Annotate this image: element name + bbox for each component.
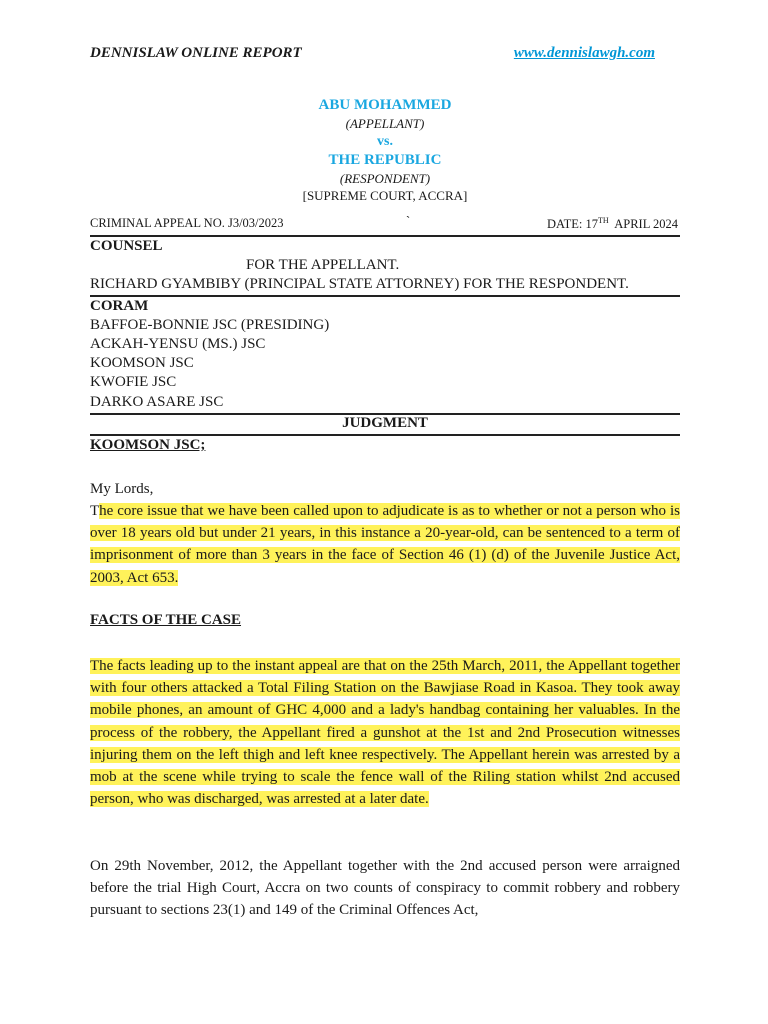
divider bbox=[90, 235, 680, 237]
coram-judge: DARKO ASARE JSC bbox=[90, 394, 224, 410]
core-issue-paragraph: The core issue that we have been called upon to adjudicate is as to whether or not a person who is over 18 years old but under 21 years, in this instance a 20-year-old, can be sentenced to a term of imprisonment of more than 3 years in the face of Section 46 (1) (d) of the Juvenile Justice Act, 2003, Act 653. bbox=[90, 503, 680, 586]
judgment-title: JUDGMENT bbox=[342, 415, 428, 431]
coram-judge: BAFFOE-BONNIE JSC (PRESIDING) bbox=[90, 317, 330, 333]
stray-mark: ` bbox=[406, 214, 411, 228]
facts-paragraph bbox=[90, 655, 680, 810]
website-link[interactable]: www.dennislawgh.com bbox=[513, 45, 655, 61]
appellant-name: ABU MOHAMMED bbox=[318, 97, 452, 113]
counsel-respondent: RICHARD GYAMBIBY (PRINCIPAL STATE ATTORNEY) FOR THE RESPONDENT. bbox=[90, 276, 629, 292]
highlighted-text: The facts leading up to the instant appeal are that on the 25th March, 2011, the Appellant together with four others attacked a Total Filing Station on the Bawjiase Road in Kasoa. They took away mobile phones, an amount of GHC 4,000 and a lady's handbag containing her valuables. In the process of the robbery, the Appellant fired a gunshot at the 1st and 2nd Prosecution witnesses injuring them on the left thigh and left knee respectively. The Appellant herein was arrested by a mob at the scene while trying to scale the fence wall of the Riling station whilst 2nd accused person, who was discharged, was arrested at a later date. bbox=[90, 658, 680, 808]
counsel-heading: COUNSEL bbox=[90, 238, 163, 254]
court-name: [SUPREME COURT, ACCRA] bbox=[302, 188, 468, 203]
appeal-number: CRIMINAL APPEAL NO. J3/03/2023 bbox=[90, 216, 284, 230]
coram-judge: KOOMSON JSC bbox=[90, 355, 194, 371]
respondent-role: (RESPONDENT) bbox=[339, 171, 431, 186]
versus-label: vs. bbox=[377, 134, 393, 149]
procedure-paragraph: On 29th November, 2012, the Appellant together with the 2nd accused person were arraigned before the trial High Court, Accra on two counts of conspiracy to commit robbery and robbery pursuant to sections 23(1) and 149 of the Criminal Offences Act, bbox=[90, 858, 680, 919]
report-title: DENNISLAW ONLINE REPORT bbox=[90, 45, 302, 61]
case-info-row bbox=[90, 216, 680, 234]
coram-judge: KWOFIE JSC bbox=[90, 374, 177, 390]
salutation: My Lords, bbox=[90, 481, 154, 497]
divider bbox=[90, 295, 680, 297]
appellant-role: (APPELLANT) bbox=[345, 116, 425, 131]
counsel-appellant: FOR THE APPELLANT. bbox=[246, 257, 400, 273]
report-header bbox=[90, 45, 680, 67]
divider bbox=[90, 434, 680, 436]
coram-heading: CORAM bbox=[90, 298, 149, 314]
facts-heading: FACTS OF THE CASE bbox=[90, 612, 242, 628]
judgment-author: KOOMSON JSC; bbox=[90, 437, 206, 453]
highlighted-text: he core issue that we have been called upon to adjudicate is as to whether or not a person who is over 18 years old but under 21 years, in this instance a 20-year-old, can be sentenced to a term of imprisonment of more than 3 years in the face of Section 46 (1) (d) of the Juvenile Justice Act, 2003, Act 653. bbox=[90, 503, 680, 586]
case-parties bbox=[90, 96, 680, 204]
judgment-date: DATE: 17TH APRIL 2024 bbox=[546, 216, 678, 232]
coram-judge: ACKAH-YENSU (MS.) JSC bbox=[90, 336, 266, 352]
respondent-name: THE REPUBLIC bbox=[328, 152, 442, 168]
